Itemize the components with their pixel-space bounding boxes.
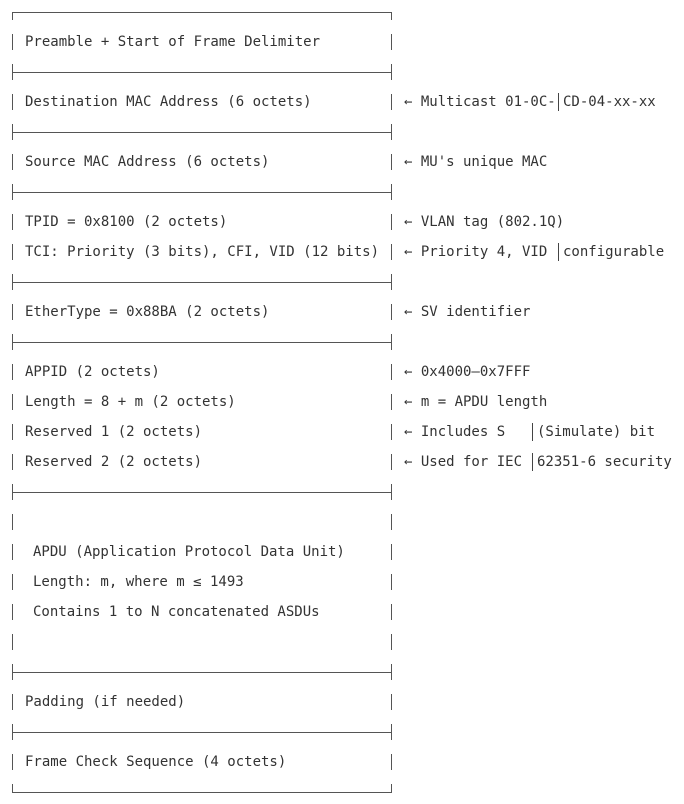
field-ethertype: EtherType = 0x88BA (2 octets) [25,304,270,320]
row-padding [0,687,684,717]
inline-divider [532,453,533,471]
row-destination-mac [0,87,684,117]
field-preamble: Preamble + Start of Frame Delimiter [25,34,321,50]
separator [12,64,392,80]
annotation-reserved-2-cont: 62351-6 security [537,454,672,470]
row-tpid [0,207,684,237]
row-ethertype [0,297,684,327]
annotation-tci: ← Priority 4, VID [404,244,556,260]
field-source-mac: Source MAC Address (6 octets) [25,154,270,170]
annotation-ethertype: ← SV identifier [404,304,531,320]
field-length: Length = 8 + m (2 octets) [25,394,236,410]
annotation-reserved-2: ← Used for IEC [404,454,531,470]
annotation-reserved-1-cont: (Simulate) bit [537,424,656,440]
separator [12,664,392,680]
frame-top-border [12,4,392,20]
row-apdu-blank [0,627,684,657]
annotation-appid: ← 0x4000–0x7FFF [404,364,531,380]
annotation-reserved-1: ← Includes S [404,424,506,440]
row-reserved-2 [0,447,684,477]
field-padding: Padding (if needed) [25,694,186,710]
separator [12,124,392,140]
row-source-mac [0,147,684,177]
row-apdu-length [0,567,684,597]
field-reserved-2: Reserved 2 (2 octets) [25,454,203,470]
field-destination-mac: Destination MAC Address (6 octets) [25,94,312,110]
annotation-destination-mac-cont: CD-04-xx-xx [563,94,656,110]
inline-divider [558,93,559,111]
field-appid: APPID (2 octets) [25,364,160,380]
field-tpid: TPID = 0x8100 (2 octets) [25,214,228,230]
row-appid [0,357,684,387]
field-apdu-title: APDU (Application Protocol Data Unit) [33,544,345,560]
row-reserved-1 [0,417,684,447]
field-fcs: Frame Check Sequence (4 octets) [25,754,287,770]
row-preamble [0,27,684,57]
field-tci: TCI: Priority (3 bits), CFI, VID (12 bits) [25,244,380,260]
annotation-destination-mac: ← Multicast 01-0C- [404,94,556,110]
separator [12,334,392,350]
field-reserved-1: Reserved 1 (2 octets) [25,424,203,440]
row-length [0,387,684,417]
field-apdu-contains: Contains 1 to N concatenated ASDUs [33,604,320,620]
row-apdu-blank [0,507,684,537]
row-apdu-title [0,537,684,567]
separator [12,484,392,500]
annotation-tci-cont: configurable [563,244,665,260]
separator [12,274,392,290]
field-apdu-length: Length: m, where m ≤ 1493 [33,574,244,590]
inline-divider [532,423,533,441]
annotation-source-mac: ← MU's unique MAC [404,154,548,170]
frame-bottom-border [12,784,392,800]
annotation-tpid: ← VLAN tag (802.1Q) [404,214,565,230]
separator [12,724,392,740]
annotation-length: ← m = APDU length [404,394,548,410]
row-apdu-contains [0,597,684,627]
inline-divider [558,243,559,261]
row-fcs [0,747,684,777]
separator [12,184,392,200]
row-tci [0,237,684,267]
